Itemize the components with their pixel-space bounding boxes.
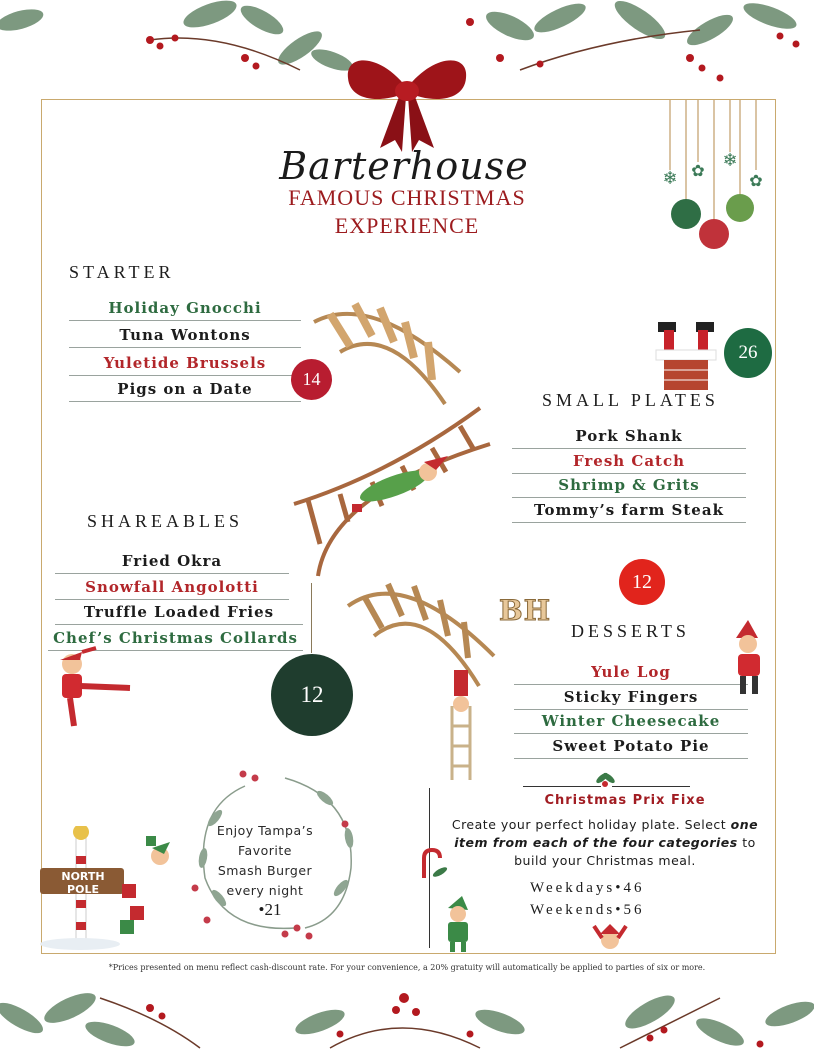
- shareables-price-ornament: 12: [271, 654, 353, 736]
- svg-text:✿: ✿: [749, 171, 763, 190]
- ornament-string: [311, 583, 312, 653]
- bottom-foliage-decoration: [0, 978, 814, 1055]
- starter-heading: STARTER: [69, 262, 175, 282]
- prix-fixe-rule-left: [523, 786, 601, 787]
- desserts-price-ornament: 12: [619, 559, 665, 605]
- bh-monogram-logo: BH: [499, 594, 552, 627]
- svg-text:✿: ✿: [691, 161, 705, 180]
- brand-script-title: Barterhouse: [279, 144, 529, 188]
- pricing-footnote: *Prices presented on menu reflect cash-discount rate. For your convenience, a 20% gratuity will automatically be applied to parties of six or more.: [108, 963, 706, 972]
- shareables-item-truffle-fries: Truffle Loaded Fries: [55, 600, 303, 625]
- burger-line-2: Favorite: [238, 843, 292, 858]
- starter-item-pigs-on-a-date: Pigs on a Date: [69, 377, 301, 402]
- desserts-item-sweet-potato-pie: Sweet Potato Pie: [514, 734, 748, 759]
- burger-line-3: Smash Burger: [217, 863, 313, 878]
- north-pole-sign-text: NORTH POLE: [61, 870, 105, 896]
- small-plates-heading: SMALL PLATES: [542, 390, 719, 410]
- starter-price-ornament: 14: [291, 359, 332, 400]
- prix-fixe-weekends: Weekends•56: [530, 902, 645, 918]
- desserts-item-sticky-fingers: Sticky Fingers: [514, 685, 748, 710]
- elf-waving-illustration: [590, 922, 630, 952]
- burger-line-1: Enjoy Tampa’s: [216, 823, 314, 838]
- burger-promo-text: [212, 821, 318, 901]
- starter-item-tuna-wontons: Tuna Wontons: [69, 323, 301, 348]
- shareables-item-fried-okra: Fried Okra: [55, 549, 289, 574]
- shareables-heading: SHAREABLES: [87, 511, 244, 531]
- small-plates-item-shrimp-grits: Shrimp & Grits: [512, 473, 746, 498]
- prix-fixe-rule-right: [612, 786, 690, 787]
- hanging-ornaments-decoration: [650, 100, 772, 250]
- starter-item-yuletide-brussels: Yuletide Brussels: [69, 351, 301, 376]
- starter-item-holiday-gnocchi: Holiday Gnocchi: [69, 296, 301, 321]
- prix-fixe-description: [440, 816, 770, 870]
- hanging-ladder-illustration: [344, 566, 504, 780]
- title-line-1: FAMOUS CHRISTMAS: [288, 185, 526, 210]
- red-bow-decoration: [340, 48, 474, 152]
- prix-fixe-title: Christmas Prix Fixe: [544, 793, 706, 808]
- elf-standing-illustration: [438, 896, 478, 952]
- holly-icon: [594, 768, 616, 792]
- prix-fixe-weekdays: Weekdays•46: [530, 880, 645, 896]
- burger-price: •21: [258, 900, 282, 919]
- small-plates-item-tommys-steak: Tommy’s farm Steak: [512, 498, 746, 523]
- prix-fixe-body-start: Create your perfect holiday plate. Select: [451, 817, 727, 832]
- desserts-item-winter-cheesecake: Winter Cheesecake: [514, 709, 748, 734]
- elf-kicking-illustration: [52, 646, 136, 730]
- shareables-item-snowfall-angolotti: Snowfall Angolotti: [55, 575, 289, 600]
- shareables-item-chefs-collards: Chef’s Christmas Collards: [48, 626, 303, 651]
- prix-fixe-body-emphasis: one item from each of the four categories: [454, 817, 759, 850]
- prix-fixe-body-end: to build your Christmas meal.: [514, 835, 756, 868]
- small-plates-item-fresh-catch: Fresh Catch: [512, 449, 746, 474]
- elf-sitting-illustration: [728, 620, 772, 698]
- svg-text:❄: ❄: [662, 168, 678, 189]
- title-line-2: EXPERIENCE: [334, 213, 480, 238]
- desserts-item-yule-log: Yule Log: [514, 660, 748, 685]
- small-plates-price-ornament: 26: [724, 328, 772, 378]
- burger-line-4: every night: [226, 883, 304, 898]
- wooden-ladder-illustration: [310, 292, 470, 410]
- candy-cane-icon: [416, 848, 450, 880]
- desserts-heading: DESSERTS: [571, 621, 690, 641]
- elf-on-ladder-illustration: [290, 404, 500, 580]
- small-plates-item-pork-shank: Pork Shank: [512, 424, 746, 449]
- santa-chimney-illustration: [652, 318, 722, 392]
- svg-text:❄: ❄: [722, 150, 738, 171]
